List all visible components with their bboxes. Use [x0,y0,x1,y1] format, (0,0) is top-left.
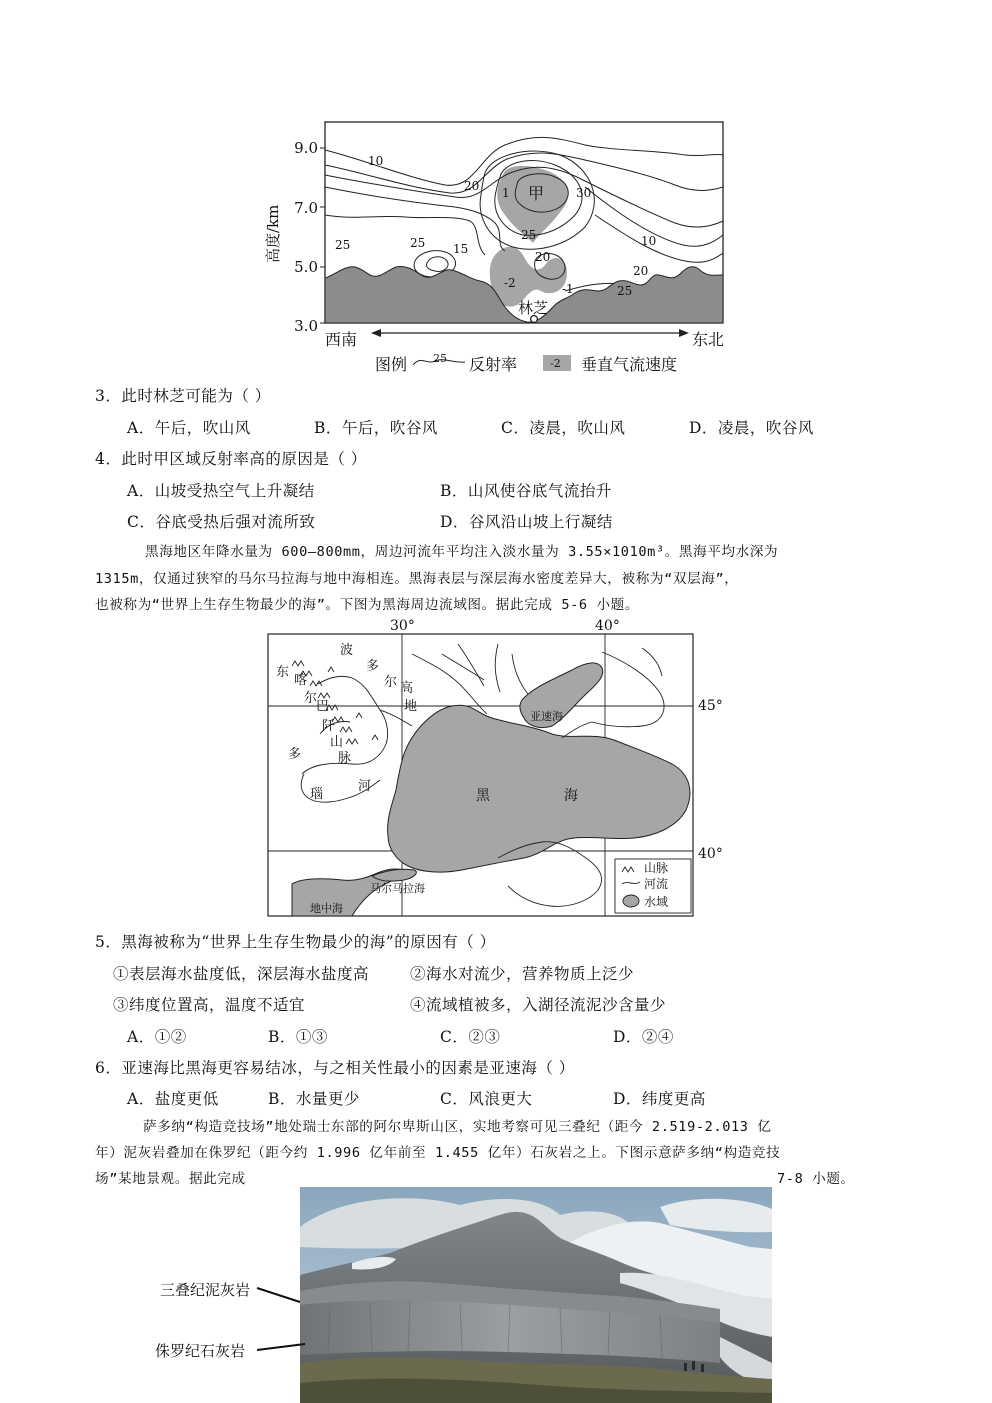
question-3-option-b[interactable]: B．午后，吹谷风 [314,419,438,437]
photo-leader-lines [255,1280,315,1360]
svg-text:25: 25 [617,284,633,298]
passage-black-sea-line-1: 黑海地区年降水量为 600—800mm，周边河流年平均注入淡水量为 3.55×1010m³。黑海平均水深为 [145,544,779,560]
question-5-option-b[interactable]: B．①③ [268,1028,328,1046]
svg-text:25: 25 [521,228,537,242]
svg-text:多: 多 [366,659,380,674]
svg-text:20: 20 [535,250,551,264]
svg-text:山脉: 山脉 [644,861,669,875]
sardona-landscape-photo [300,1187,772,1403]
passage-sardona-line-1: 萨多纳“构造竞技场”地处瑞士东部的阿尔卑斯山区，实地考察可见三叠纪（距今 2.519-2.013 亿 [143,1119,772,1135]
question-6-option-c[interactable]: C．风浪更大 [440,1090,533,1108]
svg-text:20: 20 [633,264,649,278]
y-axis-label: 高度/km [264,204,282,263]
question-5-item-3: ③纬度位置高，温度不适宜 [113,996,306,1014]
svg-text:尔: 尔 [304,691,318,706]
passage-sardona-line-2: 年）泥灰岩叠加在侏罗纪（距今约 1.996 亿年前至 1.455 亿年）石灰岩之上。下图示意萨多纳“构造竞技 [95,1145,781,1161]
question-6-stem: 6．亚速海比黑海更容易结冰，与之相关性最小的因素是亚速海（ ） [95,1059,575,1077]
svg-text:地中海: 地中海 [310,902,343,915]
svg-text:地: 地 [404,699,418,714]
svg-text:图例: 图例 [375,355,408,374]
svg-text:西南: 西南 [325,330,358,349]
question-4-option-b[interactable]: B．山风使谷底气流抬升 [440,482,612,500]
svg-text:40°: 40° [595,618,620,634]
svg-text:1: 1 [502,186,510,200]
question-4-stem: 4．此时甲区域反射率高的原因是（ ） [95,450,367,468]
svg-text:25: 25 [410,236,426,250]
svg-text:高: 高 [400,681,414,696]
question-4-option-a[interactable]: A．山坡受热空气上升凝结 [127,482,315,500]
question-3-stem: 3．此时林芝可能为（ ） [95,387,271,405]
svg-text:黑: 黑 [476,788,490,804]
question-6-option-b[interactable]: B．水量更少 [268,1090,360,1108]
svg-text:10: 10 [368,154,384,168]
svg-text:-2: -2 [504,276,516,290]
svg-text:山: 山 [330,735,344,750]
question-6-option-d[interactable]: D．纬度更高 [613,1090,706,1108]
svg-text:巴: 巴 [316,699,330,714]
question-5-option-a[interactable]: A．①② [127,1028,187,1046]
svg-text:阡: 阡 [322,719,336,734]
svg-text:30°: 30° [390,618,415,634]
svg-text:林芝: 林芝 [518,299,549,317]
svg-text:25: 25 [433,352,447,365]
svg-text:-1: -1 [562,282,574,296]
passage-black-sea-line-3: 也被称为“世界上生存生物最少的海”。下图为黑海周边流域图。据此完成 5-6 小题。 [95,597,640,613]
svg-text:25: 25 [335,238,351,252]
svg-text:7.0: 7.0 [294,199,318,217]
svg-text:东: 东 [276,665,290,680]
svg-text:9.0: 9.0 [294,139,318,157]
svg-text:-2: -2 [550,357,561,370]
svg-text:河流: 河流 [644,877,669,891]
question-5-option-d[interactable]: D．②④ [613,1028,674,1046]
svg-text:甲: 甲 [528,184,545,203]
question-3-option-c[interactable]: C．凌晨，吹山风 [501,419,626,437]
svg-text:水域: 水域 [644,895,669,909]
question-3-option-d[interactable]: D．凌晨，吹谷风 [689,419,814,437]
passage-sardona-line-3: 场”某地景观。据此完成 [95,1171,246,1187]
question-5-stem: 5．黑海被称为“世界上生存生物最少的海”的原因有（ ） [95,933,496,951]
passage-black-sea-line-2: 1315m，仅通过狭窄的马尔马拉海与地中海相连。黑海表层与深层海水密度差异大，被称为“双层海”， [95,571,739,587]
svg-text:45°: 45° [698,698,723,714]
svg-text:5.0: 5.0 [294,258,318,276]
svg-text:河: 河 [358,779,372,794]
svg-text:亚速海: 亚速海 [530,710,563,723]
question-5-item-1: ①表层海水盐度低，深层海水盐度高 [113,965,370,983]
svg-text:反射率: 反射率 [469,355,518,374]
svg-text:40°: 40° [698,846,723,862]
svg-text:垂直气流速度: 垂直气流速度 [581,355,678,374]
svg-text:马尔马拉海: 马尔马拉海 [370,882,425,895]
label-triassic-marl: 三叠纪泥灰岩 [160,1281,251,1299]
svg-text:多: 多 [288,747,302,762]
question-4-option-d[interactable]: D．谷风沿山坡上行凝结 [440,513,613,531]
black-sea-basin-map [262,614,732,919]
svg-text:15: 15 [453,242,469,256]
svg-text:脉: 脉 [338,751,352,766]
question-3-option-a[interactable]: A．午后，吹山风 [127,419,251,437]
svg-text:10: 10 [641,234,657,248]
question-5-item-4: ④流域植被多，入湖径流泥沙含量少 [410,996,667,1014]
svg-text:20: 20 [464,179,480,193]
svg-text:3.0: 3.0 [294,317,318,335]
svg-text:30: 30 [576,186,592,200]
reflectivity-cross-section-figure [255,115,745,380]
svg-text:喀: 喀 [294,673,308,688]
question-4-option-c[interactable]: C．谷底受热后强对流所致 [127,513,316,531]
question-5-option-c[interactable]: C．②③ [440,1028,501,1046]
question-6-option-a[interactable]: A．盐度更低 [127,1090,219,1108]
svg-text:东北: 东北 [692,330,725,349]
svg-text:尔: 尔 [384,675,398,690]
svg-text:海: 海 [564,788,578,804]
svg-text:瑙: 瑙 [310,787,324,802]
svg-text:波: 波 [340,643,354,658]
passage-sardona-line-3-end: 7-8 小题。 [777,1171,855,1187]
label-jurassic-limestone: 侏罗纪石灰岩 [155,1342,246,1360]
question-5-item-2: ②海水对流少，营养物质上泛少 [410,965,635,983]
